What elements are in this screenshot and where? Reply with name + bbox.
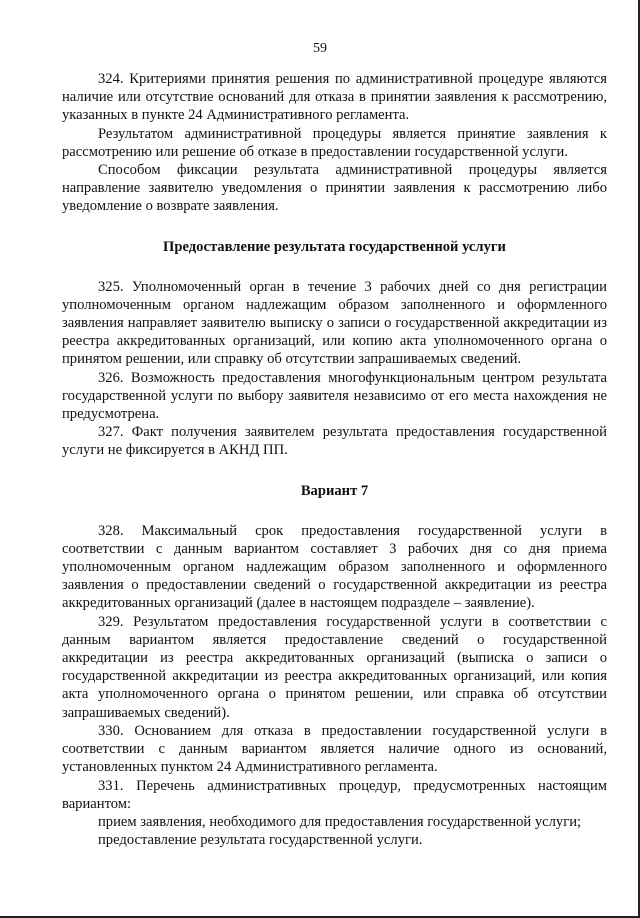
page-number: 59 [313, 41, 327, 56]
paragraph-327: 327. Факт получения заявителем результата предоставления государственной услуги не фиксируется в АКНД ПП. [62, 424, 607, 459]
paragraph-method: Способом фиксации результата административной процедуры является направление заявителю уведомления о принятии заявления к рассмотрению либо уведомление о возврате заявления. [62, 162, 607, 215]
list-item-procedure: предоставление результата государственной услуги. [98, 832, 423, 849]
paragraph-328: 328. Максимальный срок предоставления государственной услуги в соответствии с данным вариантом составляет 3 рабочих дня со дня приема уполномоченным органом надлежащим образом заполненного и оформленного заявления о предоставлении сведений о государственной аккредитации из реестра аккредитованных организаций (далее в настоящем подразделе – заявление). [62, 522, 607, 612]
paragraph-325: 325. Уполномоченный орган в течение 3 рабочих дней со дня регистрации уполномоченным органом надлежащим образом заполненного и оформленного заявления направляет заявителю выписку о записи о государственной аккредитации из реестра аккредитованных организаций, или копию акта уполномоченного органа о принятом решении, или справку об отсутствии запрашиваемых сведений. [62, 278, 607, 368]
document-body [62, 70, 607, 849]
section-heading-variant: Вариант 7 [300, 482, 369, 499]
paragraph-result: Результатом административной процедуры является принятие заявления к рассмотрению или решение об отказе в предоставлении государственной услуги. [62, 125, 607, 160]
section-heading-result: Предоставление результата государственной услуги [163, 238, 506, 255]
paragraph-331: 331. Перечень административных процедур, предусмотренных настоящим вариантом: [62, 777, 607, 812]
paragraph-329: 329. Результатом предоставления государственной услуги в соответствии с данным вариантом является предоставление сведений о государственной аккредитации из реестра аккредитованных организаций (выписка о записи о государственной аккредитации из реестра аккредитованных организаций, или копия акта уполномоченного органа о принятом решении, или справка об отсутствии запрашиваемых сведений). [62, 613, 607, 721]
paragraph-326: 326. Возможность предоставления многофункциональным центром результата государственной услуги по выбору заявителя независимо от его места нахождения не предусмотрена. [62, 369, 607, 423]
paragraph-324: 324. Критериями принятия решения по административной процедуре являются наличие или отсутствие оснований для отказа в принятии заявления к рассмотрению, указанных в пункте 24 Административного регламента. [62, 71, 607, 124]
list-item-procedure: прием заявления, необходимого для предоставления государственной услуги; [98, 813, 582, 830]
paragraph-330: 330. Основанием для отказа в предоставлении государственной услуги в соответствии с данным вариантом является наличие одного из оснований, установленных пунктом 24 Административного регламента. [62, 722, 607, 776]
